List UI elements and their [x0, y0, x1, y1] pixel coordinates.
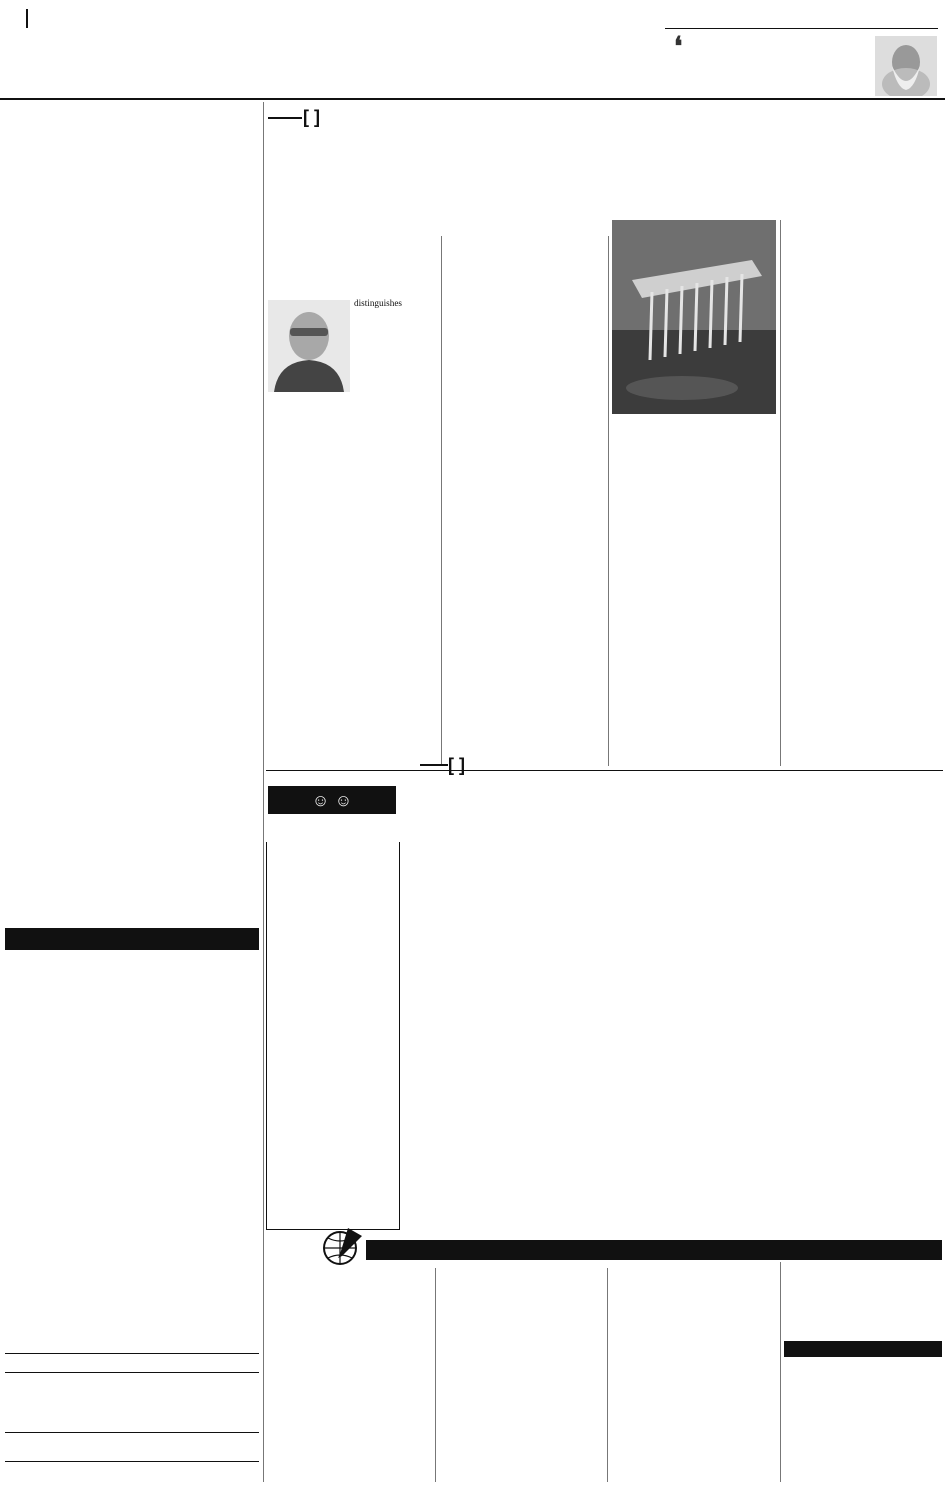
letter-1-body — [268, 1284, 432, 1482]
aurobindo-portrait — [875, 36, 937, 96]
snailmail-address-1 — [784, 1450, 942, 1461]
wisdom-quote-1 — [5, 1378, 259, 1422]
letter-1-cont — [440, 1270, 604, 1332]
letter-1-place — [440, 1346, 604, 1357]
column-c1-body — [268, 236, 438, 768]
snailmail-address-2 — [784, 1461, 942, 1472]
column-c4 — [783, 226, 941, 746]
society-signature — [812, 1196, 942, 1230]
column-signature — [783, 742, 941, 766]
masthead-brand — [32, 5, 172, 31]
letter-3-title — [612, 1246, 772, 1260]
column-deck — [278, 198, 938, 218]
wisdom-author-2 — [150, 1447, 259, 1457]
column-c2 — [444, 236, 606, 768]
lol-subtitle — [268, 816, 396, 842]
laughing-face-icon-2: ☺ — [334, 791, 353, 810]
letter-2-signoff — [440, 1471, 604, 1482]
water-tap-photo — [612, 220, 776, 414]
column-c3 — [612, 629, 778, 766]
column-pullquote — [612, 420, 778, 616]
society-byline — [410, 827, 560, 838]
letter-3-signature — [784, 1316, 942, 1328]
lol-banner — [268, 786, 396, 814]
space-article — [5, 138, 259, 462]
society-c2 — [543, 830, 671, 1228]
wordsworth-banner — [5, 928, 259, 950]
phrase-text-2 — [5, 1047, 259, 1319]
letter-3-place — [784, 1328, 942, 1339]
space-p4-top — [120, 463, 259, 503]
phrase-heading-1 — [5, 956, 259, 968]
letter-3-cont — [784, 1262, 942, 1314]
lol-box-border — [266, 842, 400, 1230]
snailmail-text — [784, 1360, 942, 1422]
snailmail-brand — [790, 1424, 940, 1448]
column-c1-side: distinguishes — [354, 298, 402, 308]
phrase-text-1 — [5, 969, 259, 1031]
snailmail-banner — [784, 1341, 942, 1357]
society-c1 — [410, 840, 538, 1228]
laughing-face-icon: ☺ — [311, 791, 330, 810]
column-byline — [278, 222, 448, 233]
quote-box — [672, 34, 940, 98]
globe-pen-icon — [318, 1226, 364, 1266]
wisdom-author-1 — [100, 1417, 259, 1427]
wisdom-banner — [5, 1353, 259, 1373]
page-number — [6, 5, 26, 31]
phrase-heading-2 — [5, 1034, 259, 1046]
letter-3-body — [612, 1262, 778, 1482]
section-title — [20, 42, 280, 90]
column-headline — [368, 132, 928, 194]
byline-box — [8, 463, 112, 499]
letter-1-signature — [440, 1334, 604, 1346]
wordsworth-source — [60, 1320, 259, 1332]
letter-2-title — [440, 1360, 600, 1374]
society-c4 — [812, 830, 942, 1202]
letter-2-body — [440, 1376, 604, 1470]
society-kicker: [ ] — [448, 755, 466, 775]
space-title — [8, 104, 258, 134]
society-headline — [440, 782, 940, 822]
edition-city — [780, 3, 938, 14]
column-kicker: [ ] — [303, 107, 321, 127]
letter-1-title — [268, 1268, 428, 1282]
edition-date — [760, 14, 938, 25]
quote-mark-icon: ❛ — [674, 34, 683, 62]
space-article-cont — [5, 503, 259, 918]
wisdom-author-3 — [150, 1466, 259, 1478]
society-c3 — [676, 830, 806, 1228]
